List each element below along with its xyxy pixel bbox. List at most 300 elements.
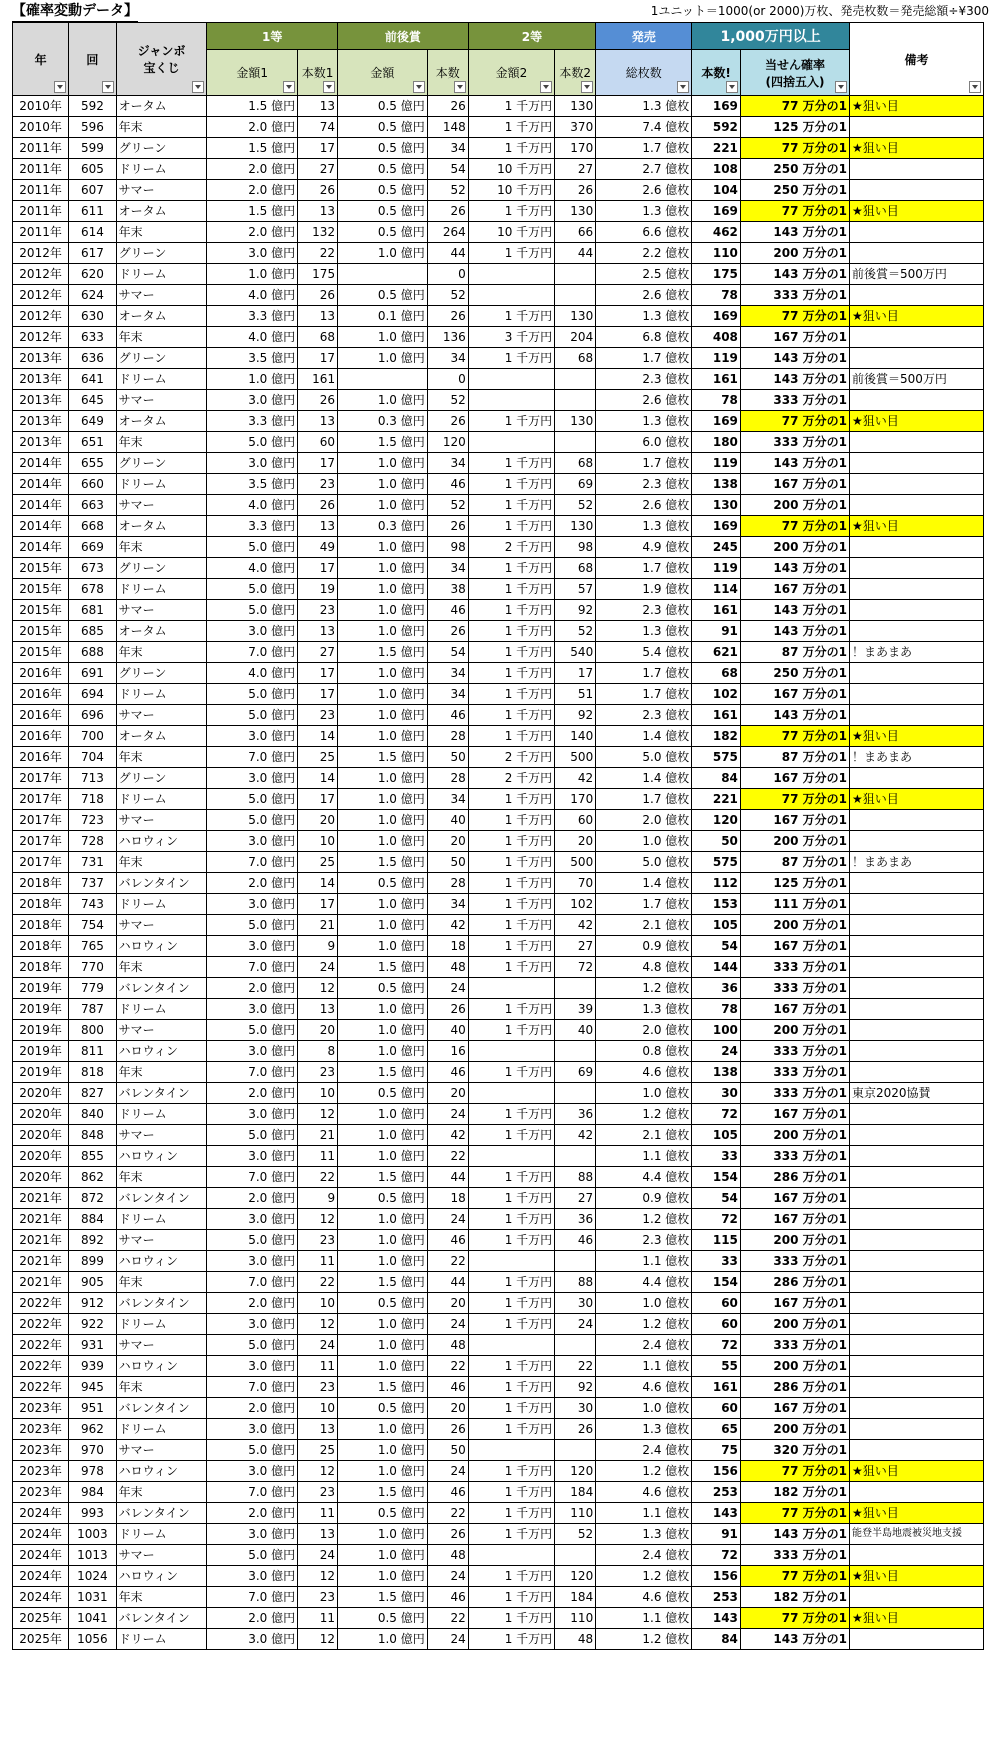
cell-amount2[interactable]: 10 千万円	[468, 159, 554, 180]
cell-adj-amount[interactable]: 0.5 億円	[338, 117, 428, 138]
cell-adj-count[interactable]: 28	[427, 768, 468, 789]
cell-count2[interactable]: 170	[555, 138, 596, 159]
cell-amount1[interactable]: 3.0 億円	[207, 1251, 298, 1272]
cell-round[interactable]: 694	[69, 684, 117, 705]
cell-count2[interactable]: 69	[555, 1062, 596, 1083]
cell-adj-amount[interactable]: 1.0 億円	[338, 1020, 428, 1041]
cell-remarks[interactable]	[850, 1293, 984, 1314]
cell-count1[interactable]: 13	[298, 411, 338, 432]
cell-adj-amount[interactable]: 0.5 億円	[338, 285, 428, 306]
cell-adj-amount[interactable]: 0.5 億円	[338, 180, 428, 201]
cell-count2[interactable]: 60	[555, 810, 596, 831]
cell-year[interactable]: 2016年	[13, 705, 69, 726]
cell-adj-amount[interactable]: 1.0 億円	[338, 1545, 428, 1566]
cell-round[interactable]: 713	[69, 768, 117, 789]
cell-remarks[interactable]	[850, 768, 984, 789]
cell-adj-amount[interactable]: 1.0 億円	[338, 243, 428, 264]
cell-count1[interactable]: 23	[298, 1482, 338, 1503]
cell-probability[interactable]: 77 万分の1	[740, 789, 849, 810]
cell-adj-amount[interactable]: 1.0 億円	[338, 1524, 428, 1545]
cell-amount1[interactable]: 7.0 億円	[207, 1482, 298, 1503]
cell-remarks[interactable]	[850, 243, 984, 264]
cell-adj-amount[interactable]: 1.5 億円	[338, 852, 428, 873]
cell-count-over[interactable]: 245	[692, 537, 741, 558]
cell-count1[interactable]: 12	[298, 978, 338, 999]
cell-probability[interactable]: 143 万分の1	[740, 600, 849, 621]
cell-probability[interactable]: 250 万分の1	[740, 663, 849, 684]
cell-count1[interactable]: 25	[298, 747, 338, 768]
cell-amount2[interactable]: 1 千万円	[468, 117, 554, 138]
cell-jumbo[interactable]: 年末	[116, 642, 207, 663]
cell-year[interactable]: 2014年	[13, 516, 69, 537]
cell-remarks[interactable]: ★狙い目	[850, 1608, 984, 1629]
cell-amount1[interactable]: 5.0 億円	[207, 810, 298, 831]
cell-jumbo[interactable]: バレンタイン	[116, 978, 207, 999]
cell-count-over[interactable]: 110	[692, 243, 741, 264]
cell-count2[interactable]	[555, 1083, 596, 1104]
cell-count1[interactable]: 24	[298, 957, 338, 978]
cell-adj-amount[interactable]: 1.5 億円	[338, 1167, 428, 1188]
cell-probability[interactable]: 77 万分の1	[740, 96, 849, 117]
cell-count2[interactable]	[555, 369, 596, 390]
cell-year[interactable]: 2017年	[13, 789, 69, 810]
cell-count-over[interactable]: 55	[692, 1356, 741, 1377]
cell-round[interactable]: 596	[69, 117, 117, 138]
cell-count1[interactable]: 14	[298, 726, 338, 747]
cell-remarks[interactable]	[850, 1545, 984, 1566]
cell-probability[interactable]: 77 万分の1	[740, 516, 849, 537]
cell-remarks[interactable]	[850, 1440, 984, 1461]
cell-adj-amount[interactable]: 0.5 億円	[338, 96, 428, 117]
cell-total[interactable]: 2.6 億枚	[596, 495, 692, 516]
cell-probability[interactable]: 167 万分の1	[740, 684, 849, 705]
cell-amount2[interactable]: 1 千万円	[468, 1125, 554, 1146]
cell-count2[interactable]: 36	[555, 1209, 596, 1230]
cell-probability[interactable]: 333 万分の1	[740, 1545, 849, 1566]
cell-round[interactable]: 939	[69, 1356, 117, 1377]
cell-round[interactable]: 970	[69, 1440, 117, 1461]
cell-adj-amount[interactable]: 1.5 億円	[338, 642, 428, 663]
cell-jumbo[interactable]: 年末	[116, 1482, 207, 1503]
cell-amount2[interactable]	[468, 1083, 554, 1104]
filter-dropdown-icon[interactable]	[323, 81, 335, 93]
cell-probability[interactable]: 333 万分の1	[740, 432, 849, 453]
cell-round[interactable]: 649	[69, 411, 117, 432]
cell-total[interactable]: 2.6 億枚	[596, 180, 692, 201]
cell-count-over[interactable]: 112	[692, 873, 741, 894]
cell-jumbo[interactable]: ドリーム	[116, 1104, 207, 1125]
cell-count2[interactable]: 92	[555, 1377, 596, 1398]
cell-amount1[interactable]: 4.0 億円	[207, 285, 298, 306]
cell-jumbo[interactable]: グリーン	[116, 243, 207, 264]
cell-round[interactable]: 962	[69, 1419, 117, 1440]
cell-round[interactable]: 800	[69, 1020, 117, 1041]
cell-year[interactable]: 2012年	[13, 243, 69, 264]
cell-probability[interactable]: 182 万分の1	[740, 1587, 849, 1608]
cell-amount2[interactable]: 1 千万円	[468, 579, 554, 600]
cell-adj-count[interactable]: 42	[427, 1125, 468, 1146]
cell-total[interactable]: 1.0 億枚	[596, 1083, 692, 1104]
cell-round[interactable]: 912	[69, 1293, 117, 1314]
cell-amount1[interactable]: 3.0 億円	[207, 1146, 298, 1167]
cell-adj-count[interactable]: 44	[427, 1272, 468, 1293]
cell-adj-amount[interactable]: 1.0 億円	[338, 1251, 428, 1272]
cell-count1[interactable]: 60	[298, 432, 338, 453]
cell-count-over[interactable]: 105	[692, 915, 741, 936]
cell-adj-amount[interactable]: 1.0 億円	[338, 348, 428, 369]
filter-dropdown-icon[interactable]	[540, 81, 552, 93]
cell-count-over[interactable]: 154	[692, 1272, 741, 1293]
cell-amount2[interactable]: 1 千万円	[468, 915, 554, 936]
cell-jumbo[interactable]: サマー	[116, 1020, 207, 1041]
cell-probability[interactable]: 200 万分の1	[740, 1020, 849, 1041]
cell-jumbo[interactable]: サマー	[116, 1440, 207, 1461]
cell-adj-count[interactable]: 18	[427, 1188, 468, 1209]
cell-amount2[interactable]: 1 千万円	[468, 1608, 554, 1629]
cell-adj-amount[interactable]: 1.5 億円	[338, 957, 428, 978]
cell-jumbo[interactable]: サマー	[116, 1335, 207, 1356]
cell-jumbo[interactable]: 年末	[116, 432, 207, 453]
cell-count1[interactable]: 23	[298, 474, 338, 495]
cell-count-over[interactable]: 621	[692, 642, 741, 663]
cell-count-over[interactable]: 54	[692, 1188, 741, 1209]
cell-amount1[interactable]: 3.0 億円	[207, 894, 298, 915]
cell-adj-amount[interactable]: 1.0 億円	[338, 474, 428, 495]
cell-round[interactable]: 787	[69, 999, 117, 1020]
cell-round[interactable]: 1056	[69, 1629, 117, 1650]
cell-probability[interactable]: 250 万分の1	[740, 180, 849, 201]
cell-amount1[interactable]: 3.0 億円	[207, 243, 298, 264]
cell-amount1[interactable]: 3.0 億円	[207, 1629, 298, 1650]
cell-year[interactable]: 2022年	[13, 1293, 69, 1314]
cell-total[interactable]: 2.4 億枚	[596, 1545, 692, 1566]
cell-count-over[interactable]: 68	[692, 663, 741, 684]
cell-probability[interactable]: 77 万分の1	[740, 1461, 849, 1482]
cell-adj-count[interactable]: 34	[427, 684, 468, 705]
cell-count-over[interactable]: 60	[692, 1398, 741, 1419]
cell-total[interactable]: 4.8 億枚	[596, 957, 692, 978]
header-count2[interactable]	[555, 50, 596, 96]
cell-round[interactable]: 688	[69, 642, 117, 663]
cell-probability[interactable]: 77 万分の1	[740, 411, 849, 432]
cell-count1[interactable]: 9	[298, 1188, 338, 1209]
cell-amount1[interactable]: 3.0 億円	[207, 726, 298, 747]
cell-year[interactable]: 2023年	[13, 1461, 69, 1482]
cell-remarks[interactable]: ★狙い目	[850, 411, 984, 432]
cell-amount2[interactable]	[468, 264, 554, 285]
cell-year[interactable]: 2020年	[13, 1146, 69, 1167]
cell-amount1[interactable]: 5.0 億円	[207, 1125, 298, 1146]
cell-probability[interactable]: 143 万分の1	[740, 558, 849, 579]
cell-jumbo[interactable]: ドリーム	[116, 1524, 207, 1545]
cell-remarks[interactable]	[850, 453, 984, 474]
cell-adj-count[interactable]: 54	[427, 159, 468, 180]
cell-total[interactable]: 1.2 億枚	[596, 1104, 692, 1125]
cell-adj-amount[interactable]: 1.5 億円	[338, 1272, 428, 1293]
cell-count1[interactable]: 27	[298, 642, 338, 663]
cell-count1[interactable]: 74	[298, 117, 338, 138]
cell-adj-amount[interactable]: 1.0 億円	[338, 936, 428, 957]
cell-amount2[interactable]: 1 千万円	[468, 789, 554, 810]
cell-count2[interactable]: 30	[555, 1398, 596, 1419]
cell-count2[interactable]: 92	[555, 600, 596, 621]
cell-amount2[interactable]: 1 千万円	[468, 600, 554, 621]
cell-count1[interactable]: 26	[298, 180, 338, 201]
cell-probability[interactable]: 333 万分の1	[740, 978, 849, 999]
cell-adj-count[interactable]: 16	[427, 1041, 468, 1062]
cell-adj-amount[interactable]: 1.5 億円	[338, 432, 428, 453]
cell-total[interactable]: 5.4 億枚	[596, 642, 692, 663]
cell-remarks[interactable]: 能登半島地震被災地支援	[850, 1524, 984, 1545]
cell-adj-amount[interactable]: 0.5 億円	[338, 159, 428, 180]
cell-jumbo[interactable]: ドリーム	[116, 894, 207, 915]
cell-year[interactable]: 2025年	[13, 1629, 69, 1650]
cell-count1[interactable]: 22	[298, 1167, 338, 1188]
cell-count-over[interactable]: 114	[692, 579, 741, 600]
cell-amount1[interactable]: 3.0 億円	[207, 1104, 298, 1125]
cell-year[interactable]: 2018年	[13, 915, 69, 936]
cell-total[interactable]: 1.3 億枚	[596, 516, 692, 537]
cell-round[interactable]: 1041	[69, 1608, 117, 1629]
header-remarks[interactable]	[850, 23, 984, 96]
cell-count-over[interactable]: 221	[692, 789, 741, 810]
cell-adj-amount[interactable]: 0.5 億円	[338, 873, 428, 894]
cell-count2[interactable]	[555, 1146, 596, 1167]
cell-count2[interactable]: 170	[555, 789, 596, 810]
cell-year[interactable]: 2013年	[13, 348, 69, 369]
cell-total[interactable]: 2.4 億枚	[596, 1440, 692, 1461]
cell-count2[interactable]	[555, 285, 596, 306]
cell-total[interactable]: 2.1 億枚	[596, 1125, 692, 1146]
cell-adj-amount[interactable]: 1.0 億円	[338, 1104, 428, 1125]
cell-probability[interactable]: 167 万分の1	[740, 1104, 849, 1125]
cell-adj-count[interactable]: 22	[427, 1356, 468, 1377]
cell-count2[interactable]	[555, 432, 596, 453]
cell-probability[interactable]: 143 万分の1	[740, 1524, 849, 1545]
cell-count2[interactable]	[555, 390, 596, 411]
cell-adj-amount[interactable]: 0.1 億円	[338, 306, 428, 327]
cell-count-over[interactable]: 169	[692, 306, 741, 327]
cell-adj-amount[interactable]: 0.5 億円	[338, 1608, 428, 1629]
cell-remarks[interactable]	[850, 1629, 984, 1650]
cell-adj-count[interactable]: 26	[427, 999, 468, 1020]
cell-amount1[interactable]: 5.0 億円	[207, 1545, 298, 1566]
cell-probability[interactable]: 320 万分の1	[740, 1440, 849, 1461]
cell-total[interactable]: 1.2 億枚	[596, 1629, 692, 1650]
cell-year[interactable]: 2017年	[13, 831, 69, 852]
cell-count-over[interactable]: 84	[692, 1629, 741, 1650]
cell-total[interactable]: 2.6 億枚	[596, 285, 692, 306]
cell-count2[interactable]: 27	[555, 1188, 596, 1209]
cell-round[interactable]: 1013	[69, 1545, 117, 1566]
cell-jumbo[interactable]: ドリーム	[116, 369, 207, 390]
cell-probability[interactable]: 333 万分の1	[740, 1083, 849, 1104]
cell-count1[interactable]: 14	[298, 873, 338, 894]
cell-amount1[interactable]: 7.0 億円	[207, 1587, 298, 1608]
cell-adj-amount[interactable]: 1.5 億円	[338, 1377, 428, 1398]
cell-jumbo[interactable]: ハロウィン	[116, 936, 207, 957]
cell-probability[interactable]: 143 万分の1	[740, 369, 849, 390]
cell-adj-amount[interactable]: 1.0 億円	[338, 1209, 428, 1230]
cell-jumbo[interactable]: グリーン	[116, 453, 207, 474]
cell-round[interactable]: 691	[69, 663, 117, 684]
cell-count2[interactable]: 52	[555, 495, 596, 516]
cell-remarks[interactable]	[850, 474, 984, 495]
cell-adj-amount[interactable]: 1.0 億円	[338, 1125, 428, 1146]
cell-adj-count[interactable]: 28	[427, 873, 468, 894]
cell-count-over[interactable]: 33	[692, 1146, 741, 1167]
cell-adj-count[interactable]: 26	[427, 306, 468, 327]
cell-amount1[interactable]: 3.0 億円	[207, 390, 298, 411]
cell-count2[interactable]: 184	[555, 1587, 596, 1608]
cell-remarks[interactable]	[850, 222, 984, 243]
cell-adj-count[interactable]: 52	[427, 285, 468, 306]
cell-year[interactable]: 2021年	[13, 1251, 69, 1272]
cell-total[interactable]: 1.9 億枚	[596, 579, 692, 600]
cell-remarks[interactable]	[850, 684, 984, 705]
cell-year[interactable]: 2015年	[13, 558, 69, 579]
cell-round[interactable]: 993	[69, 1503, 117, 1524]
cell-count1[interactable]: 68	[298, 327, 338, 348]
cell-probability[interactable]: 200 万分の1	[740, 1125, 849, 1146]
cell-adj-amount[interactable]: 1.0 億円	[338, 999, 428, 1020]
cell-amount2[interactable]: 1 千万円	[468, 642, 554, 663]
cell-remarks[interactable]	[850, 537, 984, 558]
cell-adj-count[interactable]: 20	[427, 1083, 468, 1104]
cell-count2[interactable]: 20	[555, 831, 596, 852]
cell-count2[interactable]: 39	[555, 999, 596, 1020]
cell-amount2[interactable]: 1 千万円	[468, 1020, 554, 1041]
cell-total[interactable]: 2.3 億枚	[596, 600, 692, 621]
cell-count2[interactable]: 68	[555, 453, 596, 474]
filter-dropdown-icon[interactable]	[969, 81, 981, 93]
cell-remarks[interactable]	[850, 621, 984, 642]
cell-amount1[interactable]: 7.0 億円	[207, 642, 298, 663]
cell-jumbo[interactable]: 年末	[116, 1377, 207, 1398]
cell-remarks[interactable]	[850, 1209, 984, 1230]
cell-year[interactable]: 2011年	[13, 159, 69, 180]
cell-total[interactable]: 4.6 億枚	[596, 1587, 692, 1608]
cell-round[interactable]: 641	[69, 369, 117, 390]
cell-probability[interactable]: 333 万分の1	[740, 1146, 849, 1167]
cell-count1[interactable]: 26	[298, 390, 338, 411]
cell-jumbo[interactable]: ハロウィン	[116, 1566, 207, 1587]
cell-probability[interactable]: 77 万分の1	[740, 201, 849, 222]
cell-adj-amount[interactable]: 1.0 億円	[338, 1440, 428, 1461]
cell-jumbo[interactable]: バレンタイン	[116, 1083, 207, 1104]
cell-adj-count[interactable]: 20	[427, 1398, 468, 1419]
cell-count-over[interactable]: 78	[692, 285, 741, 306]
header-probability[interactable]	[740, 50, 849, 96]
cell-adj-count[interactable]: 20	[427, 1293, 468, 1314]
cell-remarks[interactable]	[850, 1314, 984, 1335]
cell-probability[interactable]: 77 万分の1	[740, 1608, 849, 1629]
cell-count-over[interactable]: 105	[692, 1125, 741, 1146]
cell-count2[interactable]: 26	[555, 1419, 596, 1440]
cell-year[interactable]: 2017年	[13, 852, 69, 873]
cell-remarks[interactable]	[850, 894, 984, 915]
cell-adj-amount[interactable]: 0.5 億円	[338, 1188, 428, 1209]
cell-year[interactable]: 2015年	[13, 600, 69, 621]
cell-adj-count[interactable]: 24	[427, 1104, 468, 1125]
cell-amount2[interactable]	[468, 432, 554, 453]
cell-count1[interactable]: 23	[298, 1587, 338, 1608]
cell-probability[interactable]: 167 万分の1	[740, 579, 849, 600]
cell-count2[interactable]: 102	[555, 894, 596, 915]
header-jumbo[interactable]	[116, 23, 207, 96]
cell-adj-amount[interactable]: 1.0 億円	[338, 1230, 428, 1251]
cell-year[interactable]: 2013年	[13, 390, 69, 411]
cell-jumbo[interactable]: サマー	[116, 495, 207, 516]
cell-remarks[interactable]	[850, 1587, 984, 1608]
cell-total[interactable]: 1.1 億枚	[596, 1356, 692, 1377]
cell-count1[interactable]: 17	[298, 453, 338, 474]
cell-total[interactable]: 2.3 億枚	[596, 1230, 692, 1251]
cell-adj-amount[interactable]: 1.0 億円	[338, 327, 428, 348]
cell-year[interactable]: 2022年	[13, 1314, 69, 1335]
cell-count-over[interactable]: 462	[692, 222, 741, 243]
cell-year[interactable]: 2016年	[13, 726, 69, 747]
cell-amount2[interactable]: 2 千万円	[468, 747, 554, 768]
cell-round[interactable]: 1024	[69, 1566, 117, 1587]
cell-adj-amount[interactable]: 1.5 億円	[338, 747, 428, 768]
cell-count2[interactable]: 42	[555, 1125, 596, 1146]
cell-count2[interactable]: 92	[555, 705, 596, 726]
cell-round[interactable]: 951	[69, 1398, 117, 1419]
cell-jumbo[interactable]: 年末	[116, 1272, 207, 1293]
cell-round[interactable]: 770	[69, 957, 117, 978]
header-year[interactable]	[13, 23, 69, 96]
cell-total[interactable]: 2.1 億枚	[596, 915, 692, 936]
cell-count-over[interactable]: 119	[692, 348, 741, 369]
cell-count1[interactable]: 19	[298, 579, 338, 600]
cell-adj-count[interactable]: 120	[427, 432, 468, 453]
cell-round[interactable]: 651	[69, 432, 117, 453]
cell-count2[interactable]	[555, 1251, 596, 1272]
cell-adj-amount[interactable]: 1.0 億円	[338, 453, 428, 474]
cell-count2[interactable]: 52	[555, 621, 596, 642]
cell-count1[interactable]: 13	[298, 516, 338, 537]
cell-total[interactable]: 1.7 億枚	[596, 453, 692, 474]
cell-total[interactable]: 2.2 億枚	[596, 243, 692, 264]
cell-total[interactable]: 6.0 億枚	[596, 432, 692, 453]
cell-adj-amount[interactable]	[338, 264, 428, 285]
cell-probability[interactable]: 182 万分の1	[740, 1482, 849, 1503]
cell-total[interactable]: 4.6 億枚	[596, 1062, 692, 1083]
cell-jumbo[interactable]: 年末	[116, 747, 207, 768]
cell-year[interactable]: 2015年	[13, 621, 69, 642]
cell-total[interactable]: 0.9 億枚	[596, 1188, 692, 1209]
cell-amount1[interactable]: 5.0 億円	[207, 705, 298, 726]
cell-count1[interactable]: 23	[298, 1062, 338, 1083]
cell-total[interactable]: 1.4 億枚	[596, 726, 692, 747]
cell-amount1[interactable]: 2.0 億円	[207, 1083, 298, 1104]
cell-total[interactable]: 1.1 億枚	[596, 1146, 692, 1167]
cell-adj-count[interactable]: 22	[427, 1146, 468, 1167]
cell-adj-count[interactable]: 22	[427, 1608, 468, 1629]
cell-jumbo[interactable]: オータム	[116, 201, 207, 222]
cell-total[interactable]: 5.0 億枚	[596, 747, 692, 768]
cell-adj-count[interactable]: 148	[427, 117, 468, 138]
cell-probability[interactable]: 87 万分の1	[740, 747, 849, 768]
cell-probability[interactable]: 77 万分の1	[740, 306, 849, 327]
cell-total[interactable]: 1.3 億枚	[596, 621, 692, 642]
header-amount2[interactable]	[468, 50, 554, 96]
cell-round[interactable]: 779	[69, 978, 117, 999]
cell-total[interactable]: 1.3 億枚	[596, 306, 692, 327]
cell-count2[interactable]: 27	[555, 936, 596, 957]
cell-round[interactable]: 663	[69, 495, 117, 516]
